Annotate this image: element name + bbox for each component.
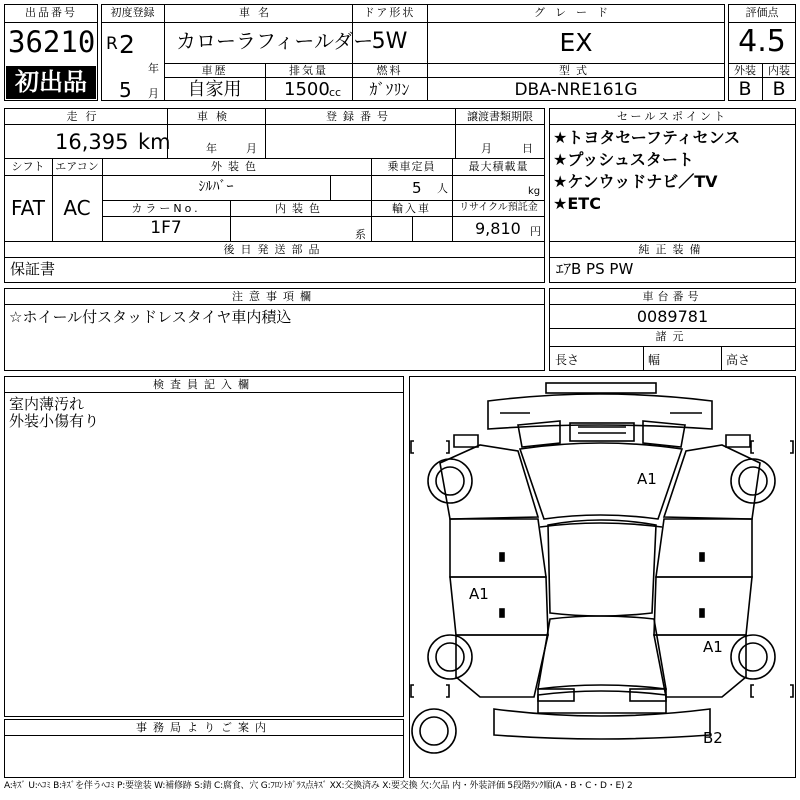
chassis-label: 車台番号 (642, 290, 703, 303)
equipment: ｴｱB PS PW (556, 260, 634, 278)
interior-color-label: 内装色 (275, 202, 326, 215)
shift-label: シフト (11, 160, 45, 173)
score-label: 評価点 (745, 6, 779, 19)
registration-label: 初度登録 (110, 6, 155, 19)
registration-era: R (106, 34, 118, 54)
model-code: DBA-NRE161G (514, 80, 638, 100)
mileage-unit: km (138, 130, 171, 154)
transfer-month-unit: 月 (481, 142, 492, 155)
color-no: 1F7 (150, 218, 182, 238)
ac-label: エアコン (55, 160, 99, 173)
length-label: 長さ (555, 353, 580, 367)
legend: A:ｷｽﾞ U:ﾍｺﾐ B:ｷｽﾞを伴うﾍｺﾐ P:要塗装 W:補修跡 S:錆 C:腐食、穴 G:ﾌﾛﾝﾄｶﾞﾗｽ点ｷｽﾞ XX:交換済み X:要交換 欠:欠品 内・外装評価 5段階ﾗﾝｸ順(A・B・C・D・E) 2 (4, 781, 633, 791)
sales-point-item: ★ケンウッドナビ／TV (553, 172, 718, 191)
interior-label: 内装 (768, 64, 790, 77)
grade: EX (559, 28, 593, 57)
color: ｼﾙﾊﾞｰ (198, 179, 234, 195)
sales-point-item: ★プッシュスタート (553, 150, 694, 169)
color-no-label: カラーNo. (131, 202, 201, 215)
capacity-label: 乗車定員 (387, 160, 436, 173)
capacity-unit: 人 (437, 182, 448, 195)
registration-year: 2 (119, 30, 135, 59)
sales-point-item: ★ETC (553, 194, 601, 213)
grade-label: グレード (534, 6, 618, 19)
interior-color-unit: 系 (355, 228, 366, 241)
registration-year-unit: 年 (148, 62, 159, 75)
transfer-day-unit: 日 (522, 142, 533, 155)
exterior-grade: B (738, 78, 752, 100)
damage-mark: A1 (637, 470, 657, 488)
sales-point-item: ★トヨタセーフティセンス (553, 128, 741, 147)
capacity: 5 (412, 179, 422, 197)
history-label: 車歴 (201, 64, 228, 77)
equipment-label: 純正装備 (638, 243, 707, 256)
car-name-label: 車名 (239, 6, 277, 19)
chassis-number: 0089781 (636, 307, 709, 326)
displacement-label: 排気量 (289, 64, 328, 77)
width-label: 幅 (648, 353, 661, 367)
door-label: ドア形状 (363, 6, 416, 19)
recycle-unit: 円 (530, 225, 541, 238)
inspector-line: 外装小傷有り (9, 412, 100, 430)
inspector-line: 室内薄汚れ (9, 395, 85, 413)
damage-mark: A1 (469, 585, 489, 603)
damage-mark: B2 (703, 729, 723, 747)
shift: FAT (10, 196, 45, 220)
door-type: 5W (371, 29, 408, 54)
later-parts: 保証書 (10, 260, 56, 278)
damage-mark: A1 (703, 638, 723, 656)
inspection-label: 車検 (197, 110, 235, 123)
import-label: 輸入車 (392, 202, 431, 215)
plate-label: 登録番号 (326, 110, 394, 123)
fuel: ｶﾞｿﾘﾝ (369, 80, 410, 99)
load-label: 最大積載量 (468, 160, 529, 173)
history: 自家用 (187, 79, 242, 100)
first-listing-badge: 初出品 (6, 66, 96, 99)
registration-month: 5 (119, 78, 132, 102)
height-label: 高さ (726, 353, 751, 367)
recycle: 9,810 (475, 219, 521, 238)
mileage-label: 走行 (66, 110, 105, 123)
transfer-label: 譲渡書類期限 (467, 110, 533, 123)
ac: AC (63, 196, 91, 220)
fuel-label: 燃料 (376, 64, 403, 77)
sales-points-label: セールスポイント (616, 110, 728, 123)
displacement: 1500 (284, 79, 330, 100)
load-unit: kg (528, 186, 541, 197)
dims-label: 諸元 (655, 330, 690, 343)
car-name: カローラフィールダー (176, 29, 374, 53)
mileage: 16,395 (55, 130, 129, 154)
color-label: 外装色 (211, 160, 262, 173)
lot-label: 出品番号 (25, 6, 77, 19)
displacement-unit: cc (329, 86, 342, 99)
recycle-label: リサイクル預託金 (459, 202, 538, 213)
inspection-month-unit: 月 (246, 142, 257, 155)
inspector-label: 検査員記入欄 (153, 378, 255, 391)
exterior-label: 外装 (734, 64, 756, 77)
office-label: 事務局よりご案内 (136, 721, 272, 734)
interior-grade: B (772, 78, 786, 100)
notes-label: 注意事項欄 (232, 290, 317, 303)
car-outline-diagram (410, 377, 795, 777)
score: 4.5 (738, 24, 786, 59)
model-label: 型式 (559, 64, 593, 77)
notes: ☆ホイール付スタッドレスタイヤ車内積込 (9, 308, 292, 326)
lot-number: 36210 (8, 25, 96, 59)
registration-month-unit: 月 (148, 87, 159, 100)
inspection-year-unit: 年 (206, 142, 217, 155)
later-parts-label: 後日発送部品 (223, 243, 326, 256)
